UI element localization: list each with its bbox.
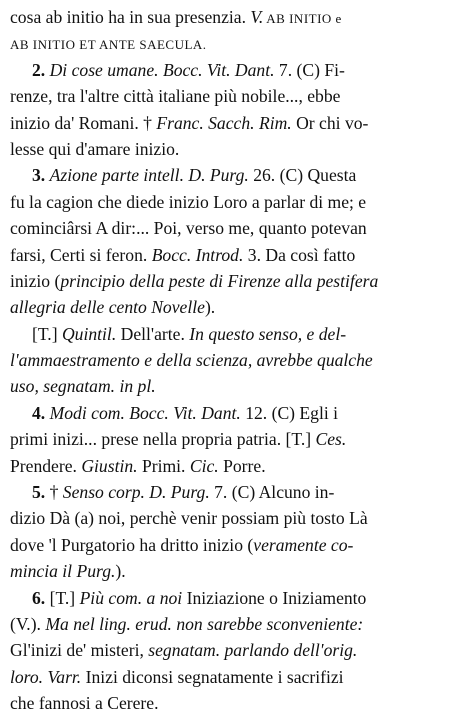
text-line: [10, 426, 465, 452]
text-run: AB INITIO e: [263, 11, 342, 26]
text-run: fu la cagion che diede inizio Loro a parlar di me; e: [10, 191, 367, 212]
text-run: AB INITIO ET ANTE SAECULA.: [10, 37, 207, 53]
text-run: 2.: [32, 59, 50, 80]
text-run: dizio Dà (a) noi, perchè venir possiam più tosto Là: [10, 508, 368, 529]
text-run: inizio da' Romani. †: [10, 112, 157, 133]
text-run: cosa ab initio ha in sua presenzia.: [10, 7, 251, 27]
text-line: [10, 321, 465, 347]
text-line: [10, 558, 465, 584]
text-run: 12. (C) Egli i: [240, 402, 339, 423]
text-run: veramente co-: [253, 534, 354, 555]
text-run: [T.]: [32, 323, 62, 344]
text-run: Ma nel ling. erud. non sarebbe sconveniente:: [45, 613, 364, 634]
text-run: Di cose umane. Bocc. Vit. Dant.: [49, 59, 275, 80]
text-run: 5.: [32, 482, 50, 503]
text-run: Quintil.: [61, 323, 117, 344]
text-run: 3.: [32, 165, 50, 186]
text-run: renze, tra l'altre città italiane più nobile..., ebbe: [10, 86, 341, 107]
text-line: [10, 215, 465, 241]
text-run: lesse qui d'amare inizio.: [10, 138, 180, 159]
text-line: [10, 136, 465, 162]
text-line: [10, 505, 465, 531]
text-run: †: [49, 482, 63, 503]
text-run: Inizi diconsi segnatamente i sacrifizi: [81, 666, 344, 687]
text-line: [10, 268, 465, 294]
text-line: [10, 453, 465, 479]
text-line: [10, 162, 465, 188]
text-run: 6.: [32, 587, 50, 608]
text-line: [10, 611, 465, 637]
text-line: [10, 637, 465, 663]
text-run: Iniziazione o Iniziamento: [182, 587, 367, 608]
text-run: inizio (: [10, 270, 61, 291]
text-run: 3. Da così fatto: [243, 244, 356, 265]
text-run: 7. (C) Alcuno in-: [209, 482, 335, 503]
text-run: uso, segnatam. in pl.: [10, 376, 156, 397]
text-run: Azione parte intell. D. Purg.: [49, 165, 249, 186]
text-line: [10, 532, 465, 558]
text-run: Gl'inizi de' misteri,: [10, 640, 149, 661]
text-run: 26. (C) Questa: [248, 165, 357, 186]
text-run: Franc. Sacch. Rim.: [156, 112, 292, 133]
text-run: (V.).: [10, 613, 46, 634]
text-run: [T.]: [49, 587, 80, 608]
text-run: Bocc. Introd.: [151, 244, 244, 265]
text-line: [10, 83, 465, 109]
text-run: 7. (C) Fi-: [274, 59, 345, 80]
text-line: [10, 294, 465, 320]
text-run: primi inizi... prese nella propria patria. [T.]: [10, 429, 316, 450]
text-line: [10, 189, 465, 215]
text-line: [10, 690, 465, 716]
text-run: Primi.: [137, 455, 190, 476]
text-run: ).: [115, 561, 126, 582]
text-line: [10, 30, 465, 56]
text-run: Cic.: [189, 455, 219, 476]
text-run: Più com. a noi: [79, 587, 183, 608]
text-run: ).: [204, 297, 216, 318]
text-line: [10, 400, 465, 426]
text-line: [10, 585, 465, 611]
text-line: [10, 664, 465, 690]
text-run: l'ammaestramento e della scienza, avrebbe qualche: [10, 350, 373, 371]
text-run: Ces.: [315, 429, 347, 450]
text-run: Porre.: [218, 455, 266, 476]
text-run: dove 'l Purgatorio ha dritto inizio (: [10, 534, 254, 555]
text-run: Or chi vo-: [291, 112, 369, 133]
text-line: [10, 242, 465, 268]
text-run: farsi, Certi si feron.: [10, 244, 152, 265]
text-line: [10, 4, 465, 30]
text-run: che fannosi a Cerere.: [10, 693, 159, 714]
entry-text: [10, 4, 465, 717]
text-run: Senso corp. D. Purg.: [62, 482, 210, 503]
text-run: allegria delle cento Novelle: [10, 297, 205, 318]
text-run: Giustin.: [81, 455, 138, 476]
text-line: [10, 57, 465, 83]
text-run: Prendere.: [10, 455, 82, 476]
text-line: [10, 373, 465, 399]
text-line: [10, 347, 465, 373]
text-run: 4.: [32, 402, 50, 423]
text-run: loro. Varr.: [10, 666, 82, 687]
text-run: Dell'arte.: [116, 323, 190, 344]
text-run: In questo senso, e del-: [189, 323, 347, 344]
text-run: V.: [250, 7, 264, 27]
text-run: principio della peste di Firenze alla pestifera: [60, 270, 379, 291]
text-run: mincia il Purg.: [10, 561, 116, 582]
text-run: segnatam. parlando dell'orig.: [148, 640, 358, 661]
text-run: Modi com. Bocc. Vit. Dant.: [49, 402, 241, 423]
text-line: [10, 479, 465, 505]
text-line: [10, 110, 465, 136]
text-run: cominciârsi A dir:... Poi, verso me, quanto potevan: [10, 218, 367, 239]
